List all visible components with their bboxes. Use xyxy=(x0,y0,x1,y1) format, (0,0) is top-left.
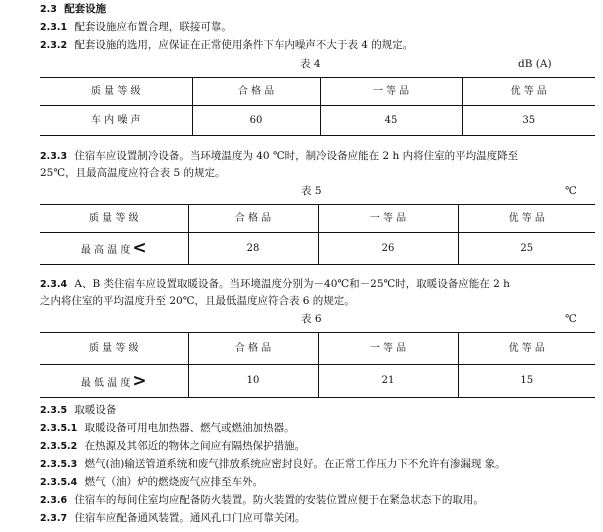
table6-header-grade: 质 量 等 级 xyxy=(40,333,188,365)
clause-number: 2.3.3 xyxy=(40,151,68,162)
clause-number: 2.3.5 xyxy=(40,405,68,416)
clause-number: 2.3.5.2 xyxy=(40,441,78,452)
table6-value-qualified: 10 xyxy=(188,365,318,398)
table5-value-premium: 25 xyxy=(458,233,595,265)
clause-2-3-5-3 xyxy=(40,458,506,471)
clause-number: 2.3.5.1 xyxy=(40,423,78,434)
clause-2-3-3 xyxy=(40,150,518,163)
table4-header-qualified: 合 格 品 xyxy=(192,78,320,106)
table5-row-label: 最 高 温 度 < xyxy=(40,233,188,265)
table5-header-row xyxy=(40,205,595,233)
table5-header-qualified: 合 格 品 xyxy=(188,205,318,233)
table4-value-first: 45 xyxy=(320,106,462,136)
table5-header-first: 一 等 品 xyxy=(318,205,458,233)
less-than-symbol: < xyxy=(132,238,147,259)
table4-header-first: 一 等 品 xyxy=(320,78,462,106)
clause-2-3-5-1 xyxy=(40,422,295,435)
table6-caption: 表 6 xyxy=(301,313,322,325)
table6-value-first: 21 xyxy=(318,365,458,398)
table5-header-premium: 优 等 品 xyxy=(458,205,595,233)
clause-2-3-7 xyxy=(40,512,305,525)
table4-header-row xyxy=(40,78,595,106)
table4-caption: 表 4 xyxy=(300,58,321,70)
table5-row xyxy=(40,233,595,265)
table5-unit: ℃ xyxy=(565,185,577,197)
clause-text-line1: A、B 类住宿车应设置取暖设备。当环境温度分别为－40℃和－25℃时，取暖设备应能在 2 h xyxy=(74,278,510,290)
clause-number: 2.3.4 xyxy=(40,279,68,290)
table6-row-label: 最 低 温 度 > xyxy=(40,365,188,398)
clause-text: 取暖设备 xyxy=(74,404,117,416)
section-title: 配套设施 xyxy=(64,3,107,15)
clause-2-3-5-4 xyxy=(40,476,263,489)
table4-header-premium: 优 等 品 xyxy=(462,78,595,106)
clause-text: 配套设施应布置合理，联接可靠。 xyxy=(74,21,232,33)
clause-2-3-3-line2: 25℃，且最高温度应符合表 5 的规定。 xyxy=(40,167,226,179)
table5-value-qualified: 28 xyxy=(188,233,318,265)
table4-value-premium: 35 xyxy=(462,106,595,136)
table4 xyxy=(40,77,595,136)
table6-header-qualified: 合 格 品 xyxy=(188,333,318,365)
clause-text: 燃气（油）炉的燃烧废气应排至车外。 xyxy=(84,476,264,488)
clause-text: 配套设施的选用，应保证在正常使用条件下车内噪声不大于表 4 的规定。 xyxy=(74,39,414,51)
clause-2-3-5 xyxy=(40,404,116,417)
clause-text: 住宿车应配备通风装置。通风孔口门应可靠关闭。 xyxy=(74,512,306,524)
table4-row-label: 车 内 噪 声 xyxy=(40,106,192,136)
section-heading xyxy=(40,3,106,16)
clause-2-3-6 xyxy=(40,494,484,507)
clause-number: 2.3.6 xyxy=(40,495,68,506)
table6-header-first: 一 等 品 xyxy=(318,333,458,365)
clause-text: 燃气(油)输送管道系统和废气排放系统应密封良好。在正常工作压力下不允许有渗漏现 象。 xyxy=(84,458,506,470)
table5 xyxy=(40,204,595,265)
clause-text: 取暖设备可用电加热器、燃气或燃油加热器。 xyxy=(84,422,295,434)
table6 xyxy=(40,332,595,398)
clause-number: 2.3.7 xyxy=(40,513,68,524)
table4-row xyxy=(40,106,595,136)
clause-2-3-5-2 xyxy=(40,440,305,453)
table5-caption: 表 5 xyxy=(301,185,322,197)
clause-text-line1: 住宿车应设置制冷设备。当环境温度为 40 ℃时，制冷设备应能在 2 h 内将住室的平均温度降至 xyxy=(74,150,519,162)
greater-than-symbol: > xyxy=(132,370,147,391)
clause-text: 在热源及其邻近的物体之间应有隔热保护措施。 xyxy=(84,440,306,452)
clause-text: 住宿车的每间住室均应配备防火装置。防火装置的安装位置应便于在紧急状态下的取用。 xyxy=(74,494,484,506)
table6-unit: ℃ xyxy=(565,313,577,325)
clause-2-3-4-line2: 之内将住室的平均温度升至 20℃，且最低温度应符合表 6 的规定。 xyxy=(40,295,355,307)
table6-header-row xyxy=(40,333,595,365)
table5-header-grade: 质 量 等 级 xyxy=(40,205,188,233)
clause-number: 2.3.5.4 xyxy=(40,477,78,488)
table4-header-grade: 质 量 等 级 xyxy=(40,78,192,106)
table6-row xyxy=(40,365,595,398)
table5-value-first: 26 xyxy=(318,233,458,265)
clause-number: 2.3.2 xyxy=(40,40,68,51)
table6-header-premium: 优 等 品 xyxy=(458,333,595,365)
clause-2-3-1 xyxy=(40,21,232,34)
table6-value-premium: 15 xyxy=(458,365,595,398)
table4-unit: dB (A) xyxy=(518,58,552,70)
clause-number: 2.3.1 xyxy=(40,22,68,33)
section-number: 2.3 xyxy=(40,4,57,15)
table4-value-qualified: 60 xyxy=(192,106,320,136)
clause-number: 2.3.5.3 xyxy=(40,459,78,470)
clause-2-3-4 xyxy=(40,278,510,291)
clause-2-3-2 xyxy=(40,39,413,52)
